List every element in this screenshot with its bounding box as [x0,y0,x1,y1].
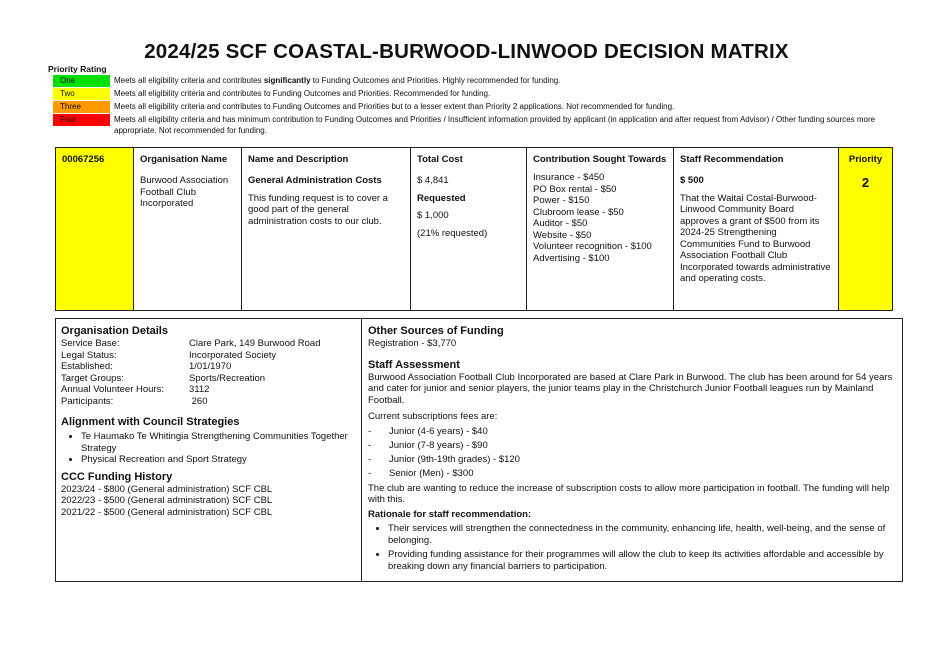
name-description-cell [242,148,411,310]
total-cost-header: Total Cost [417,154,463,165]
alignment-heading: Alignment with Council Strategies [61,416,240,428]
priority-four-desc: Meets all eligibility criteria and has minimum contribution to Funding Outcomes and Priorities / Insufficient information provided by applicant (in application and after request from Advisor) / Other funding sources more appropriate. Not recommended for funding. [114,115,876,135]
alignment-item: • Physical Recreation and Sport Strategy [81,454,356,466]
priority-three-swatch: Three [53,101,110,113]
rationale-item: • Their services will strengthen the connectedness in the community, enhancing life, health, well-being, and the sense of belonging. [388,523,896,546]
funding-history-item: 2022/23 - $500 (General administration) SCF CBL [61,495,273,506]
priority-value: 2 [861,175,870,190]
assessment-pane [362,319,902,581]
project-description: This funding request is to cover a good part of the general administration costs to our club. [248,192,388,227]
fees-label: Current subscriptions fees are: [368,411,498,422]
rationale-list [368,523,896,572]
requested-amount: $ 1,000 [417,210,449,221]
contribution-cell [527,148,674,310]
priority-two-desc: Meets all eligibility criteria and contributes to Funding Outcomes and Priorities. Recommended for funding. [114,89,491,98]
staff-recommendation-cell [674,148,839,310]
funding-history-heading: CCC Funding History [61,470,173,483]
other-sources-heading: Other Sources of Funding [368,325,504,337]
priority-three-desc: Meets all eligibility criteria and contributes to Funding Outcomes and Priorities but to a lesser extent than Priority 2 applications. Not recommended for funding. [114,102,675,111]
org-name-header: Organisation Name [140,154,228,165]
organisation-cell [134,148,242,310]
contribution-item: Advertising - $100 [533,252,610,264]
page-title: 2024/25 SCF COASTAL-BURWOOD-LINWOOD DECISION MATRIX [144,40,789,63]
total-cost-cell [411,148,527,310]
organisation-details-pane [56,319,362,581]
application-id: 00067256 [62,154,105,165]
assessment-intro: Burwood Association Football Club Incorporated are based at Clare Park in Burwood. The club has been around for 54 years and cater for junior and senior players, the junior teams play in the Christchurch Junior Football leagues run by Mainland Football. [368,371,893,406]
contribution-item: Power - $150 [533,195,590,206]
priority-two-swatch: Two [53,88,110,100]
staff-recommendation-text: That the Waitai Costal-Burwood-Linwood Community Board approves a grant of $500 from its 2024-25 Strengthening Communities Fund to Burwood Association Football Club Incorporated towards administrative and operating costs. [680,192,831,284]
rationale-item: • Providing funding assistance for their programmes will allow the club to keep its activities affordable and accessible by breaking down any financial barriers to participation. [388,549,896,572]
requested-percent: (21% requested) [417,227,488,239]
funding-history-item: 2023/24 - $800 (General administration) SCF CBL [61,483,273,495]
org-detail-row: Target Groups: Sports/Recreation [61,372,266,384]
org-detail-row: Service Base: Clare Park, 149 Burwood Road [61,338,321,349]
org-detail-row: Legal Status: Incorporated Society [61,349,277,361]
contribution-item: PO Box rental - $50 [533,183,617,195]
contribution-item: Website - $50 [533,229,592,241]
alignment-item: • Te Haumako Te Whitingia Strengthening Communities Together Strategy [81,431,356,454]
funding-history-item: 2021/22 - $500 (General administration) SCF CBL [61,506,273,518]
total-cost-value: $ 4,841 [417,175,449,186]
priority-cell [839,148,892,310]
fee-item: - Junior (7-8 years) - $90 [368,439,488,451]
other-sources-text: Registration - $3,770 [368,338,457,349]
org-name: Burwood Association Football Club Incorporated [140,175,229,209]
org-detail-row: Established: 1/01/1970 [61,361,232,372]
contribution-item: Volunteer recognition - $100 [533,241,652,252]
rationale-heading: Rationale for staff recommendation: [368,508,532,520]
staff-recommendation-amount: $ 500 [680,175,704,186]
decision-matrix-table [55,147,893,311]
staff-assessment-heading: Staff Assessment [368,358,460,371]
contribution-item: Insurance - $450 [533,172,605,183]
details-panel [55,318,903,582]
priority-rating-heading: Priority Rating [48,64,107,74]
org-detail-row: Annual Volunteer Hours: 3112 [61,384,210,395]
project-title: General Administration Costs [248,175,382,186]
priority-four-swatch: Four [53,114,110,126]
application-id-cell [56,148,134,310]
contribution-list [533,172,667,264]
org-details-heading: Organisation Details [61,325,168,337]
alignment-list [61,431,356,466]
org-detail-row: Participants: 260 [61,395,208,407]
name-description-header: Name and Description [248,154,349,165]
priority-header: Priority [848,154,883,165]
fee-item: - Junior (9th-19th grades) - $120 [368,453,520,465]
contribution-item: Clubroom lease - $50 [533,206,624,218]
contribution-item: Auditor - $50 [533,218,588,229]
contribution-header: Contribution Sought Towards [533,154,667,165]
requested-label: Requested [417,192,466,204]
priority-one-swatch: One [53,75,110,87]
reduce-text: The club are wanting to reduce the increase of subscription costs to allow more participation in football. The funding will help with this. [368,482,890,505]
staff-recommendation-header: Staff Recommendation [680,154,784,165]
fee-item: - Senior (Men) - $300 [368,467,474,479]
priority-one-desc: Meets all eligibility criteria and contributes significantly to Funding Outcomes and Priorities. Highly recommended for funding. [114,76,561,85]
fee-item: - Junior (4-6 years) - $40 [368,425,488,437]
